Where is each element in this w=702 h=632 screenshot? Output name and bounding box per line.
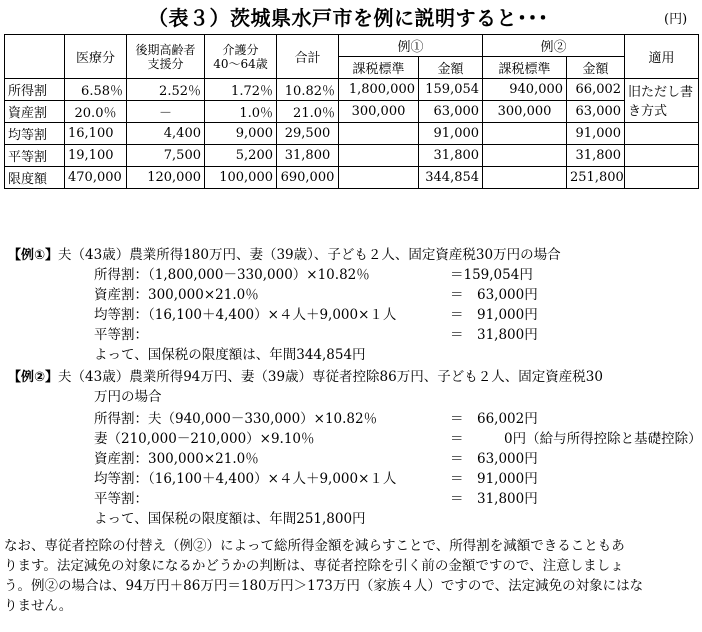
cell-apply xyxy=(625,167,699,189)
example1-conclusion: よって、国保税の限度額は、年間344,854円 xyxy=(94,347,366,363)
table-row xyxy=(5,167,699,189)
cell-total: 10.82％ xyxy=(277,79,339,101)
cell-total: 29,500 xyxy=(277,123,339,145)
cell-care: 5,200 xyxy=(205,145,277,167)
cell-ex2-base: 940,000 xyxy=(483,79,567,101)
header-ex2-base: 課税標準 xyxy=(483,57,567,79)
header-elderly: 後期高齢者支援分 xyxy=(127,35,205,79)
note-line: う。例②の場合は、94万円＋86万円＝180万円＞173万円（家族４人）ですので、法定減免の対象にはな xyxy=(4,578,644,594)
cell-medical: 470,000 xyxy=(65,167,127,189)
example2-result: ＝ 91,000円 xyxy=(450,471,538,487)
cell-ex1-amount: 344,854 xyxy=(419,167,483,189)
cell-ex1-base: 1,800,000 xyxy=(339,79,419,101)
cell-elderly: － xyxy=(127,101,205,123)
note-line: なお、専従者控除の付替え（例②）によって総所得金額を減らすことで、所得割を減額できることもあ xyxy=(4,538,625,554)
example2-calc: 妻（210,000－210,000）×9.10％ xyxy=(94,431,315,447)
cell-ex2-amount: 91,000 xyxy=(567,123,625,145)
cell-ex2-amount: 251,800 xyxy=(567,167,625,189)
example1-calc: 平等割： xyxy=(94,327,148,343)
example1-result: ＝ 91,000円 xyxy=(450,307,538,323)
example2-calc: 所得割：夫（940,000－330,000）×10.82％ xyxy=(94,411,378,427)
example2-conclusion: よって、国保税の限度額は、年間251,800円 xyxy=(94,511,366,527)
example1-result: ＝ 63,000円 xyxy=(450,287,538,303)
example2-result: ＝ 66,002円 xyxy=(450,411,538,427)
example2-heading-cont: 万円の場合 xyxy=(94,389,162,405)
note-line: りません。 xyxy=(4,598,73,614)
example1-result: ＝ 31,800円 xyxy=(450,327,538,343)
cell-ex2-base: 300,000 xyxy=(483,101,567,123)
cell-total: 21.0％ xyxy=(277,101,339,123)
unit-label: (円) xyxy=(664,12,688,27)
cell-ex1-amount: 91,000 xyxy=(419,123,483,145)
cell-apply xyxy=(625,145,699,167)
cell-ex2-amount: 63,000 xyxy=(567,101,625,123)
cell-ex2-amount: 31,800 xyxy=(567,145,625,167)
table-header-row xyxy=(5,35,699,57)
header-apply: 適用 xyxy=(625,35,699,79)
row-label: 限度額 xyxy=(5,167,65,189)
header-ex1: 例① xyxy=(339,35,483,57)
cell-ex2-amount: 66,002 xyxy=(567,79,625,101)
example1-result: ＝159,054円 xyxy=(450,267,533,283)
cell-total: 690,000 xyxy=(277,167,339,189)
header-ex2: 例② xyxy=(483,35,625,57)
cell-ex1-amount: 159,054 xyxy=(419,79,483,101)
cell-medical: 19,100 xyxy=(65,145,127,167)
row-label: 資産割 xyxy=(5,101,65,123)
example2-calc: 平等割： xyxy=(94,491,148,507)
example2-result: ＝ 63,000円 xyxy=(450,451,538,467)
table-row xyxy=(5,79,699,101)
cell-ex2-base xyxy=(483,145,567,167)
cell-elderly: 4,400 xyxy=(127,123,205,145)
header-care: 介護分 40〜64歳 xyxy=(205,35,277,79)
row-label: 平等割 xyxy=(5,145,65,167)
cell-ex1-amount: 31,800 xyxy=(419,145,483,167)
cell-ex1-base xyxy=(339,145,419,167)
header-ex1-base: 課税標準 xyxy=(339,57,419,79)
cell-ex2-base xyxy=(483,167,567,189)
cell-care: 9,000 xyxy=(205,123,277,145)
note-line: ります。法定減免の対象になるかどうかの判断は、専従者控除を引く前の金額ですので、注意しましょ xyxy=(4,558,624,574)
cell-medical: 16,100 xyxy=(65,123,127,145)
title-bar xyxy=(0,2,702,30)
cell-total: 31,800 xyxy=(277,145,339,167)
example1-calc: 資産割：300,000×21.0％ xyxy=(94,287,259,303)
cell-apply xyxy=(625,123,699,145)
cell-ex1-amount: 63,000 xyxy=(419,101,483,123)
example2-calc: 資産割：300,000×21.0％ xyxy=(94,451,259,467)
cell-care: 100,000 xyxy=(205,167,277,189)
cell-elderly: 7,500 xyxy=(127,145,205,167)
header-total: 合計 xyxy=(277,35,339,79)
header-ex2-amount: 金額 xyxy=(567,57,625,79)
example2-result: ＝ 31,800円 xyxy=(450,491,538,507)
header-medical: 医療分 xyxy=(65,35,127,79)
row-label: 均等割 xyxy=(5,123,65,145)
cell-apply: 旧ただし書き方式 xyxy=(625,79,699,123)
header-ex1-amount: 金額 xyxy=(419,57,483,79)
cell-medical: 20.0％ xyxy=(65,101,127,123)
example1-calc: 所得割：（1,800,000－330,000）×10.82％ xyxy=(94,267,370,283)
example2-calc: 均等割：（16,100＋4,400）×４人＋9,000×１人 xyxy=(94,471,397,487)
cell-care: 1.0％ xyxy=(205,101,277,123)
cell-ex2-base xyxy=(483,123,567,145)
cell-elderly: 2.52％ xyxy=(127,79,205,101)
cell-elderly: 120,000 xyxy=(127,167,205,189)
cell-care: 1.72％ xyxy=(205,79,277,101)
example1-calc: 均等割：（16,100＋4,400）×４人＋9,000×１人 xyxy=(94,307,397,323)
example2-heading: 【例②】夫（43歳）農業所得94万円、妻（39歳）専従者控除86万円、子ども２人、固定資産税30 xyxy=(8,369,603,385)
example1-heading: 【例①】夫（43歳）農業所得180万円、妻（39歳）、子ども２人、固定資産税30万円の場合 xyxy=(8,247,561,263)
tax-table xyxy=(4,34,699,189)
cell-medical: 6.58％ xyxy=(65,79,127,101)
row-label: 所得割 xyxy=(5,79,65,101)
page-title: （表３）茨城県水戸市を例に説明すると･･･ xyxy=(148,6,549,30)
table-row xyxy=(5,123,699,145)
cell-ex1-base xyxy=(339,167,419,189)
cell-ex1-base: 300,000 xyxy=(339,101,419,123)
example2-result: ＝ 0円（給与所得控除と基礎控除） xyxy=(450,431,702,447)
table-row xyxy=(5,101,699,123)
cell-ex1-base xyxy=(339,123,419,145)
table-row xyxy=(5,145,699,167)
header-empty xyxy=(5,35,65,79)
